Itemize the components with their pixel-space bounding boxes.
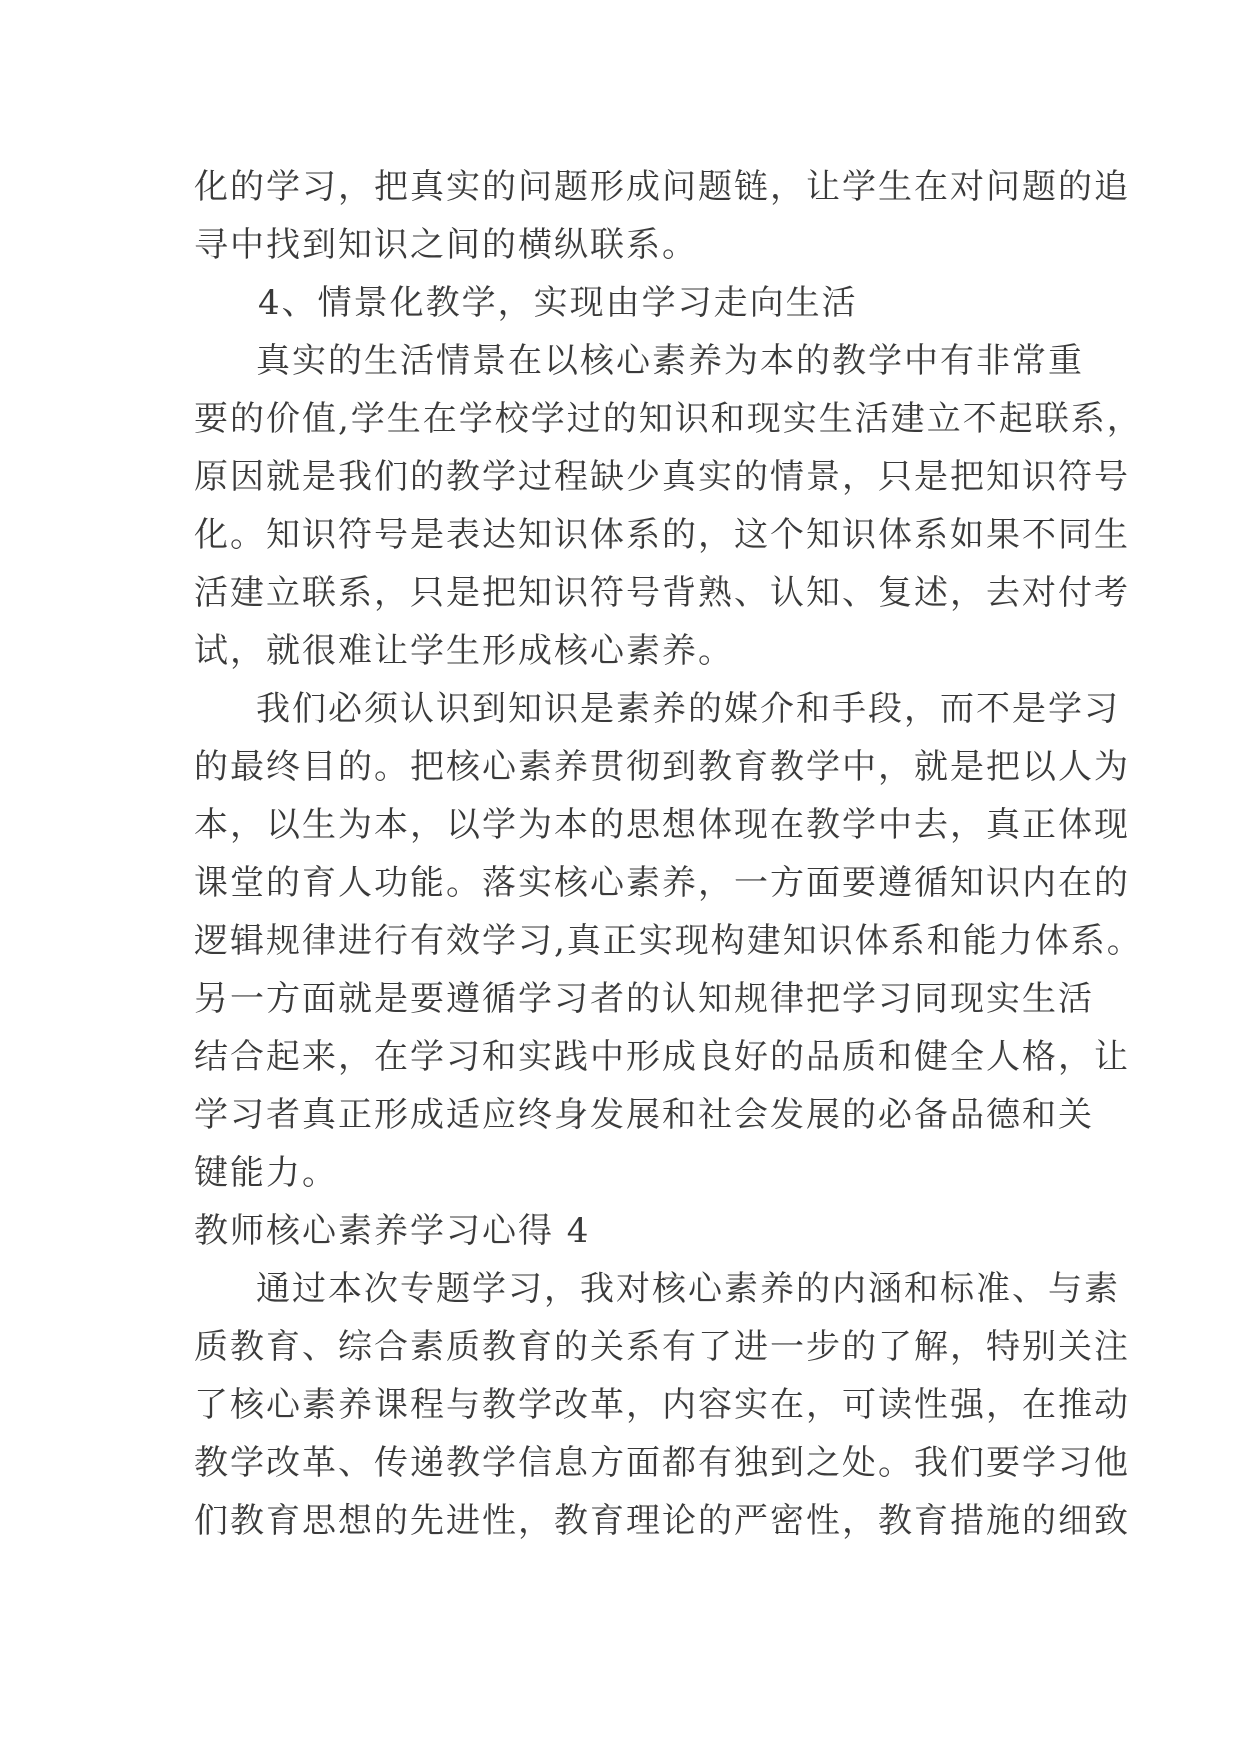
- paragraph-line: 结合起来，在学习和实践中形成良好的品质和健全人格，让: [194, 1037, 1130, 1077]
- paragraph-line: 活建立联系，只是把知识符号背熟、认知、复述，去对付考: [194, 573, 1130, 613]
- paragraph-line: 另一方面就是要遵循学习者的认知规律把学习同现实生活: [194, 979, 1094, 1019]
- paragraph-line: 要的价值,学生在学校学过的知识和现实生活建立不起联系，: [194, 399, 1143, 439]
- paragraph-line: 真实的生活情景在以核心素养为本的教学中有非常重: [256, 341, 1084, 381]
- paragraph-line: 通过本次专题学习，我对核心素养的内涵和标准、与素: [256, 1269, 1120, 1309]
- paragraph-line: 了核心素养课程与教学改革，内容实在，可读性强，在推动: [194, 1385, 1130, 1425]
- paragraph-line: 寻中找到知识之间的横纵联系。: [194, 225, 698, 265]
- paragraph-line: 的最终目的。把核心素养贯彻到教育教学中，就是把以人为: [194, 747, 1130, 787]
- document-page: [194, 158, 1143, 1550]
- paragraph-line: 原因就是我们的教学过程缺少真实的情景，只是把知识符号: [194, 457, 1130, 497]
- paragraph-line: 本，以生为本，以学为本的思想体现在教学中去，真正体现: [194, 805, 1130, 845]
- paragraph-line: 键能力。: [194, 1153, 338, 1193]
- paragraph-line: 化的学习，把真实的问题形成问题链，让学生在对问题的追: [194, 167, 1130, 207]
- paragraph-line: 学习者真正形成适应终身发展和社会发展的必备品德和关: [194, 1095, 1094, 1135]
- paragraph-line: 我们必须认识到知识是素养的媒介和手段，而不是学习: [256, 689, 1120, 729]
- paragraph-line: 质教育、综合素质教育的关系有了进一步的了解，特别关注: [194, 1327, 1130, 1367]
- section-heading: 教师核心素养学习心得 4: [194, 1211, 591, 1251]
- paragraph-line: 化。知识符号是表达知识体系的，这个知识体系如果不同生: [194, 515, 1130, 555]
- paragraph-line: 们教育思想的先进性，教育理论的严密性，教育措施的细致: [194, 1501, 1130, 1541]
- paragraph-line: 逻辑规律进行有效学习,真正实现构建知识体系和能力体系。: [194, 921, 1143, 961]
- paragraph-line: 试，就很难让学生形成核心素养。: [194, 631, 734, 671]
- paragraph-line: 课堂的育人功能。落实核心素养，一方面要遵循知识内在的: [194, 863, 1130, 903]
- section-subheading: 4、情景化教学，实现由学习走向生活: [258, 283, 858, 323]
- paragraph-line: 教学改革、传递教学信息方面都有独到之处。我们要学习他: [194, 1443, 1130, 1483]
